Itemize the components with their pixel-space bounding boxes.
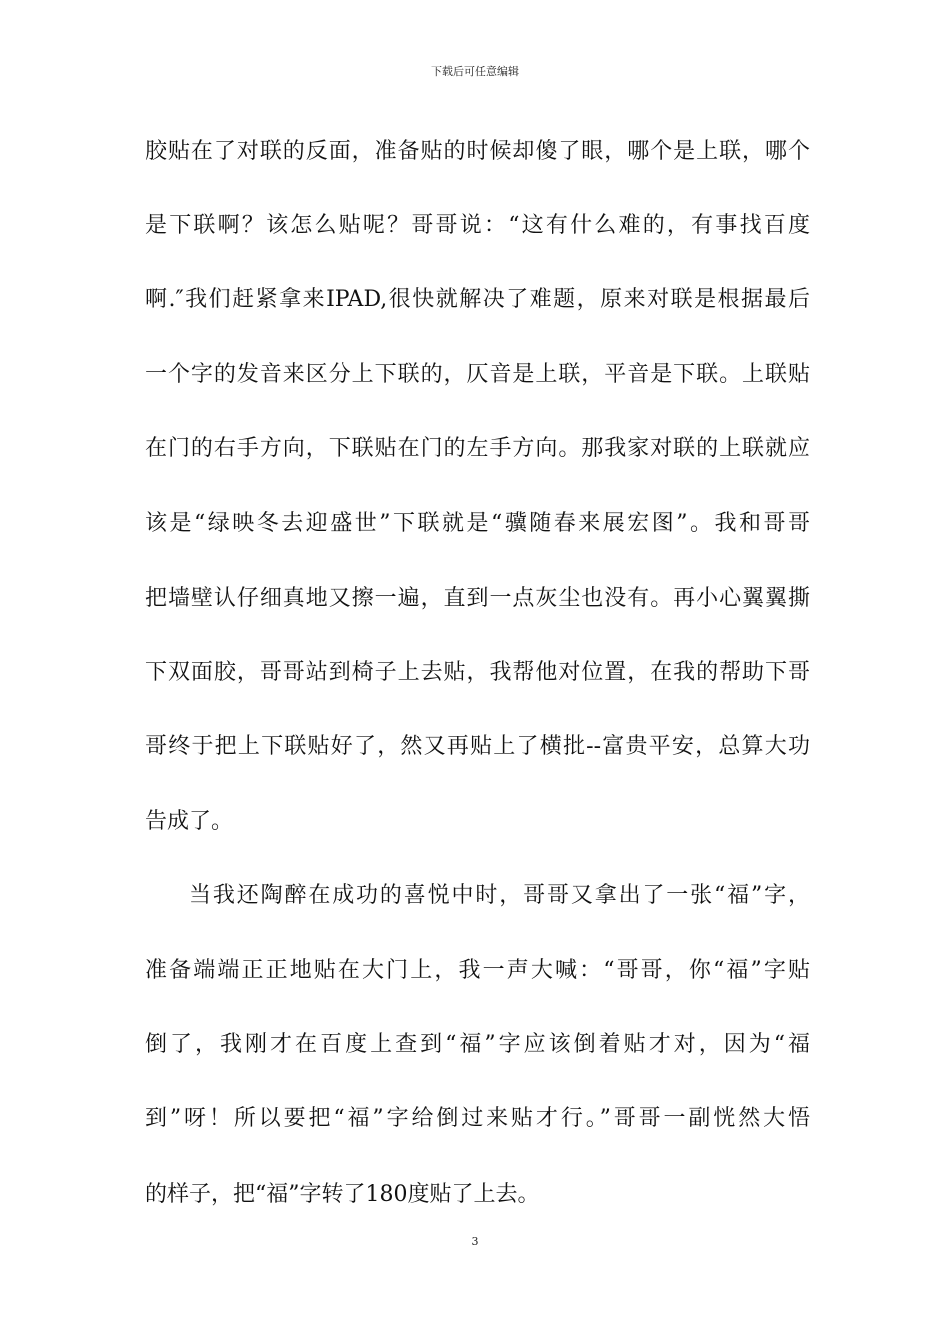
paragraph-2-line-4: 到”呀！所以要把“福”字给倒过来贴才行。”哥哥一副恍然大悟	[145, 1106, 810, 1131]
paragraph-1-line-3: 啊.″我们赶紧拿来IPAD,很快就解决了难题，原来对联是根据最后	[145, 287, 810, 312]
paragraph-1-line-2: 是下联啊？该怎么贴呢？哥哥说：“这有什么难的，有事找百度	[145, 213, 810, 238]
page-number: 3	[471, 1235, 479, 1248]
paragraph-2-line-1: 当我还陶醉在成功的喜悦中时，哥哥又拿出了一张“福”字，	[189, 883, 810, 908]
paragraph-1-line-6: 该是“绿映冬去迎盛世”下联就是“骥随春来展宏图”。我和哥哥	[145, 511, 810, 536]
paragraph-1-line-8: 下双面胶，哥哥站到椅子上去贴，我帮他对位置，在我的帮助下哥	[145, 660, 810, 685]
paragraph-1-line-7: 把墙壁认仔细真地又擦一遍，直到一点灰尘也没有。再小心翼翼撕	[145, 586, 810, 611]
paragraph-1-line-4: 一个字的发音来区分上下联的，仄音是上联，平音是下联。上联贴	[145, 362, 810, 387]
paragraph-2-line-2: 准备端端正正地贴在大门上，我一声大喊：“哥哥，你“福”字贴	[145, 958, 810, 983]
paragraph-1-line-10: 告成了。	[145, 809, 234, 834]
paragraph-2-line-5: 的样子，把“福”字转了180度贴了上去。	[145, 1182, 540, 1207]
page-header: 下载后可任意编辑	[431, 65, 519, 78]
paragraph-1-line-9: 哥终于把上下联贴好了，然又再贴上了横批--富贵平安，总算大功	[145, 734, 810, 759]
paragraph-1-line-1: 胶贴在了对联的反面，准备贴的时候却傻了眼，哪个是上联，哪个	[145, 139, 810, 164]
paragraph-2-line-3: 倒了，我刚才在百度上查到“福”字应该倒着贴才对，因为“福	[145, 1032, 810, 1057]
paragraph-1-line-5: 在门的右手方向，下联贴在门的左手方向。那我家对联的上联就应	[145, 436, 810, 461]
